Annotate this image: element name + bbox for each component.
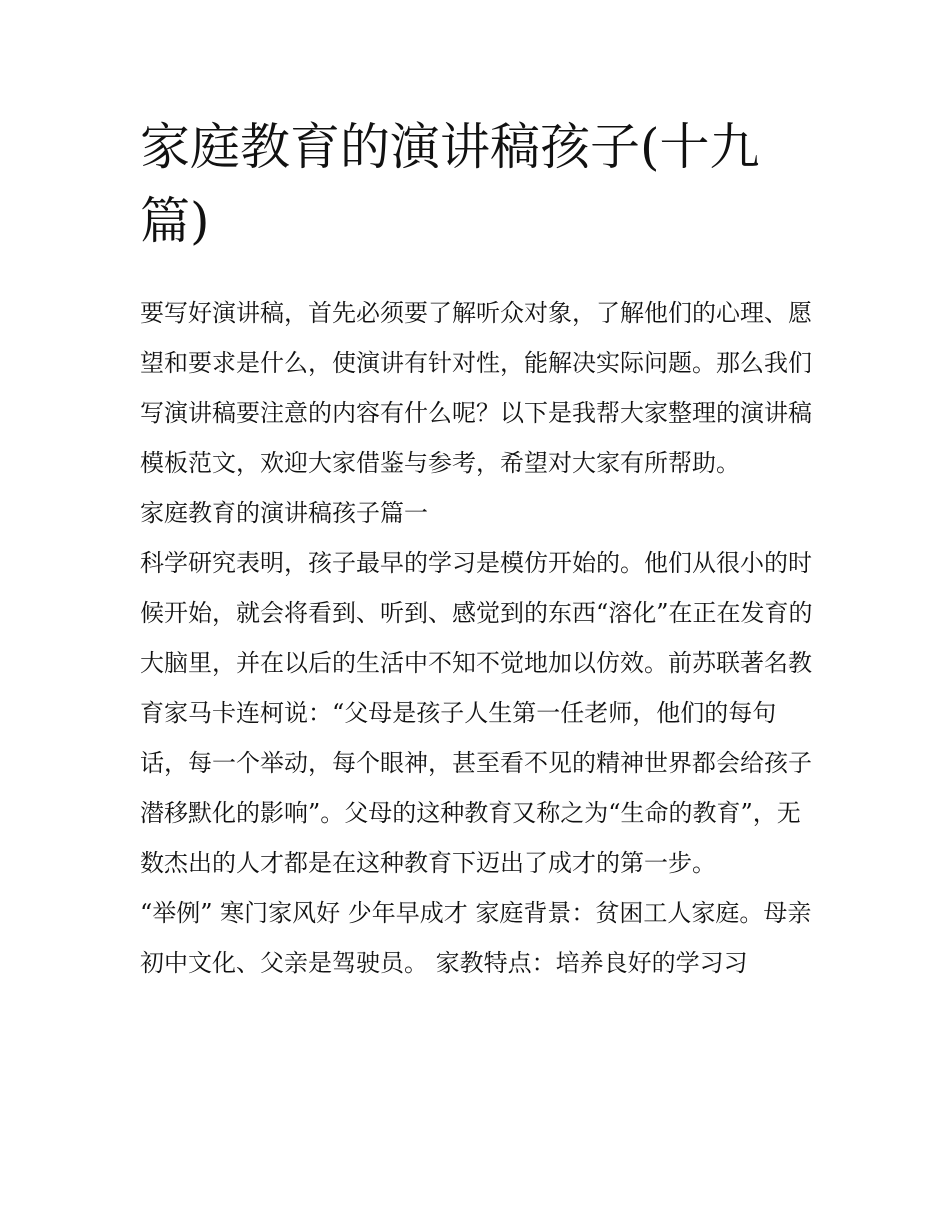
body-paragraph: 科学研究表明，孩子最早的学习是模仿开始的。他们从很小的时候开始，就会将看到、听到、感觉到的东西“溶化”在正在发育的大脑里，并在以后的生活中不知不觉地加以仿效。前苏联著名教育家马卡连柯说：“父母是孩子人生第一任老师，他们的每句话，每一个举动，每个眼神，甚至看不见的精神世界都会给孩子潜移默化的影响”。父母的这种教育又称之为“生命的教育”，无数杰出的人才都是在这种教育下迈出了成才的第一步。: [140, 549, 813, 877]
intro-paragraph: 要写好演讲稿，首先必须要了解听众对象，了解他们的心理、愿望和要求是什么，使演讲有针对性，能解决实际问题。那么我们写演讲稿要注意的内容有什么呢？以下是我帮大家整理的演讲稿模板范文，欢迎大家借鉴与参考，希望对大家有所帮助。: [140, 299, 812, 477]
document-page: [140, 110, 815, 988]
document-title: 家庭教育的演讲稿孩子(十九篇): [140, 118, 760, 250]
section-heading: 家庭教育的演讲稿孩子篇一: [140, 499, 428, 527]
example-paragraph: “举例” 寒门家风好 少年早成才 家庭背景：贫困工人家庭。母亲初中文化、父亲是驾驶员。 家教特点：培养良好的学习习: [140, 899, 812, 977]
